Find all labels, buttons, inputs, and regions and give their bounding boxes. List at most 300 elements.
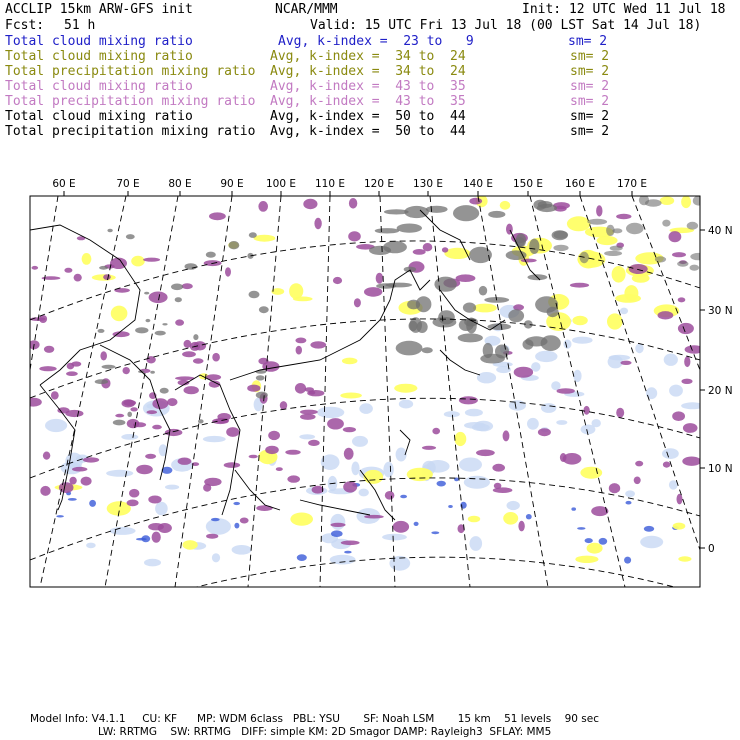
init-time: Init: 12 UTC Wed 11 Jul 18 [522,2,726,17]
shading-cell [25,398,42,407]
shading-cell [551,381,560,390]
shading-cell [500,201,511,210]
valid-time: Valid: 15 UTC Fri 13 Jul 18 (00 LST Sat 14 Jul 18) [310,18,702,33]
shading-cell [518,521,524,532]
shading-cell [171,284,183,291]
shading-cell [609,483,620,493]
shading-cell [184,340,192,348]
shading-cell [400,495,407,499]
shading-cell [438,310,455,324]
shading-cell [612,228,622,233]
shading-cell [437,481,446,487]
shading-cell [113,420,126,426]
shading-cell [476,450,495,457]
shading-cell [585,538,593,543]
shading-cell [620,308,628,315]
shading-cell [342,358,358,365]
lon-label: 130 E [412,178,444,190]
shading-cell [547,307,559,317]
shading-cell [459,396,478,404]
field-smoothing: sm= 2 [570,124,610,139]
shading-cell [66,371,78,376]
shading-cell [385,491,395,500]
shading-cell [658,311,674,319]
shading-cell [399,400,413,409]
shading-cell [152,425,162,430]
shading-cell [74,274,82,282]
shading-cell [344,448,354,460]
shading-cell [40,486,50,496]
shading-cell [183,540,198,550]
shading-cell [599,538,608,545]
shading-cell [414,522,419,526]
shading-cell [203,484,211,492]
shading-cell [669,385,683,397]
model-info-line2: LW: RRTMG SW: RRTMG DIFF: simple KM: 2D Smagor DAMP: Rayleigh3 SFLAY: MM5 [98,726,552,738]
shading-cell [349,198,357,209]
shading-cell [672,252,686,257]
shading-cell [130,407,137,411]
shading-cell [514,367,533,378]
shading-cell [295,383,306,394]
shading-cell [226,427,239,437]
shading-cell [626,501,632,505]
shading-cell [206,534,218,539]
shading-cell [690,265,700,271]
shading-cell [477,372,496,383]
shading-cell [126,234,135,239]
shading-cell [348,231,361,241]
shading-cell [422,446,436,450]
shading-cell [646,387,657,399]
shading-cell [383,462,393,478]
shading-cell [123,400,136,406]
shading-cell [295,338,306,344]
shading-cell [662,448,679,459]
shading-cell [314,218,321,229]
shading-cell [644,526,654,532]
shading-cell [681,379,692,384]
shading-cell [663,462,670,468]
shading-cell [233,502,240,505]
shading-cell [103,274,111,280]
shading-cell [560,453,567,462]
shading-cell [354,298,361,307]
shading-cell [469,198,482,205]
shading-cell [541,403,556,413]
field-k-index-range: Avg, k-index = 34 to 24 [270,64,466,79]
lon-label: 160 E [564,178,596,190]
shading-cell [149,292,168,304]
field-k-index-range: Avg, k-index = 43 to 35 [270,79,466,94]
field-smoothing: sm= 2 [570,49,610,64]
shading-cell [123,367,130,374]
shading-cell [678,556,691,561]
shading-cell [592,419,601,427]
shading-cell [299,434,315,439]
lon-label: 80 E [168,178,192,190]
shading-cell [503,430,510,441]
shading-cell [470,536,483,551]
lat-label: 30 N [708,305,733,317]
shading-cell [193,358,204,363]
shading-cell [206,252,216,258]
shading-cell [155,502,168,516]
shading-cell [472,424,490,431]
shading-cell [81,477,92,486]
shading-cell [71,361,81,366]
shading-cell [182,351,196,357]
shading-cell [572,337,593,344]
lat-label: 10 N [708,463,733,475]
field-k-index-range: Avg, k-index = 43 to 35 [270,94,466,109]
shading-cell [396,341,423,356]
shading-cell [254,235,276,242]
shading-cell [413,249,426,255]
field-name: Total cloud mixing ratio [5,109,193,124]
shading-cell [635,344,643,354]
shading-cell [225,267,231,276]
shading-cell [385,283,412,288]
shading-cell [465,409,483,417]
shading-cell [685,345,704,353]
shading-cell [693,196,704,206]
lon-label: 150 E [512,178,544,190]
shading-cell [256,392,268,399]
shading-cell [351,462,359,476]
shading-cell [300,410,318,415]
shading-cell [382,534,407,541]
shading-cell [407,468,433,481]
shading-cell [290,513,313,526]
shading-cell [175,319,184,325]
shading-cell [444,411,460,417]
shading-cell [247,385,260,392]
lat-label: 20 N [708,385,733,397]
shading-cell [165,485,179,490]
shading-cell [165,429,183,436]
shading-cell [212,353,220,362]
field-k-index-range: Avg, k-index = 50 to 44 [270,124,466,139]
shading-cell [82,253,92,265]
shading-cell [535,351,557,362]
shading-cell [308,440,320,446]
shading-cell [135,327,148,333]
shading-cell [309,391,316,395]
shading-cell [152,398,168,409]
shading-cell [615,294,641,303]
shading-cell [193,334,198,340]
shading-cell [640,536,663,548]
shading-cell [131,256,145,267]
shading-cell [341,541,360,546]
shading-cell [160,388,169,394]
shading-cell [682,457,701,466]
shading-cell [616,214,631,219]
shading-cell [673,523,686,530]
shading-cell [297,554,307,561]
shading-cell [143,258,160,262]
shading-cell [626,223,644,234]
shading-cell [464,476,490,489]
shading-cell [455,432,467,446]
shading-cell [182,283,193,289]
shading-cell [634,477,641,485]
shading-cell [541,335,561,351]
shading-cell [459,458,482,472]
shading-cell [683,423,698,433]
shading-cell [609,355,630,361]
shading-cell [507,501,520,510]
shading-cell [107,229,112,232]
shading-cell [456,274,476,282]
map-panel [0,170,740,590]
field-name: Total cloud mixing ratio [5,34,193,49]
shading-cell [629,264,648,274]
shading-cell [285,450,300,455]
shading-cell [523,339,534,349]
shading-cell [571,507,576,510]
shading-cell [610,246,623,251]
model-title: ACCLIP 15km ARW-GFS init [5,2,193,17]
forecast-label: Fcst: [5,18,45,33]
shading-cell [620,361,631,365]
field-name: Total cloud mixing ratio [5,49,193,64]
shading-cell [434,277,456,292]
shading-cell [678,323,694,334]
field-name: Total precipitation mixing ratio [5,64,256,79]
field-k-index-range: Avg, k-index = 50 to 44 [270,109,466,124]
shading-cell [529,239,539,254]
shading-cell [664,354,678,366]
shading-cell [407,300,420,310]
shading-cell [687,222,698,230]
field-name: Total cloud mixing ratio [5,79,193,94]
shading-cell [146,319,151,322]
shading-cell [232,545,252,555]
shading-cell [607,313,623,329]
shading-cell [432,428,440,435]
shading-cell [468,516,480,523]
field-smoothing: sm= 2 [570,94,610,109]
shading-cell [145,454,156,459]
shading-cell [175,297,182,302]
shading-cell [567,216,591,231]
shading-cell [211,518,220,521]
shading-cell [343,481,357,492]
lon-label: 120 E [363,178,395,190]
shading-cell [442,247,448,252]
shading-cell [690,253,706,260]
shading-cell [583,406,589,415]
shading-cell [352,436,368,447]
shading-cell [393,521,409,533]
shading-cell [249,455,258,459]
shading-cell [240,518,249,524]
shading-cell [68,498,77,501]
shading-cell [185,263,198,270]
shading-cell [300,414,316,420]
shading-cell [448,505,453,508]
shading-cell [51,391,59,399]
shading-cell [554,231,569,239]
shading-cell [340,393,362,399]
shading-cell [198,419,204,423]
shading-cell [249,232,257,238]
shading-cell [344,551,352,554]
shading-cell [317,407,344,418]
shading-cell [404,267,416,273]
shading-cell [669,231,682,242]
shading-cell [612,266,626,283]
shading-cell [212,553,220,562]
shading-cell [526,514,532,519]
shading-cell [127,500,139,507]
shading-cell [596,205,602,216]
shading-cell [557,388,575,394]
latitude-labels [708,225,733,555]
shading-cell [343,427,356,432]
shading-cell [276,467,283,471]
shading-cell [296,346,302,355]
shading-cell [100,351,107,360]
field-k-index-range: Avg, k-index = 23 to 9 [278,34,474,49]
shading-cell [258,201,268,212]
shading-cell [144,559,161,567]
shading-cell [224,462,240,468]
lon-label: 110 E [314,178,346,190]
lon-label: 100 E [265,178,297,190]
shading-cell [604,251,622,256]
shading-cell [573,370,581,382]
shading-cell [577,527,585,530]
shading-cell [229,241,240,249]
shading-cell [57,407,69,413]
shading-cell [359,489,369,497]
shading-cell [99,266,108,270]
shading-cell [672,411,685,421]
shading-cell [587,219,607,225]
shading-cell [148,523,164,530]
lat-label: 0 [708,543,715,555]
shading-cell [83,457,99,462]
shading-cell [331,514,346,530]
shading-cell [256,505,272,511]
shading-cell [503,512,518,525]
lon-label: 60 E [52,178,76,190]
shading-cell [110,527,136,535]
shading-cell [141,535,150,542]
field-smoothing: sm= 2 [568,34,608,49]
shading-cell [167,398,177,406]
field-k-index-range: Avg, k-index = 34 to 24 [270,49,466,64]
shading-cell [494,483,502,489]
shading-cell [136,465,153,474]
shading-cell [256,375,265,380]
shading-cell [431,531,439,534]
shading-cell [480,354,505,364]
shading-cell [527,418,539,430]
lat-label: 40 N [708,225,733,237]
lon-label: 70 E [116,178,140,190]
shading-cell [148,496,161,504]
shading-cell [43,452,50,460]
shading-cell [121,434,138,440]
organization-label: NCAR/MMM [275,2,338,17]
shading-cell [625,490,635,497]
shading-cell [660,196,674,205]
shading-cell [422,347,433,353]
shading-cell [677,494,683,505]
shading-cell [209,212,226,220]
shading-cell [537,204,557,212]
shading-cell [556,420,567,425]
shading-cell [86,543,96,549]
shading-cell [521,259,537,263]
shading-cell [364,287,382,297]
shading-cell [616,408,624,418]
shading-cell [553,245,568,251]
shading-cell [538,428,551,436]
shading-cell [147,410,158,414]
shading-cell [469,247,492,263]
shading-cell [39,366,56,371]
shading-cell [364,515,384,519]
shading-cell [327,418,344,429]
shading-cell [488,211,505,218]
shading-cell [587,543,603,554]
shading-cell [129,489,139,498]
shading-cell [383,241,407,253]
longitude-labels [52,178,647,190]
lon-label: 140 E [462,178,494,190]
field-name: Total precipitation mixing ratio [5,94,256,109]
lon-label: 170 E [616,178,648,190]
shading-cell [106,470,133,477]
shading-cell [111,306,128,322]
shading-cell [265,446,279,454]
shading-cell [203,436,226,442]
field-name: Total precipitation mixing ratio [5,124,256,139]
shading-cell [64,268,72,273]
shading-cell [115,414,124,418]
shading-cell [409,317,422,333]
shading-cell [473,304,497,313]
field-smoothing: sm= 2 [570,64,610,79]
shading-cell [397,224,422,233]
shading-cell [150,371,155,374]
shading-cell [155,331,166,336]
shading-cell [287,475,300,482]
shading-cell [184,386,199,394]
shading-cell [458,333,483,342]
shading-cell [194,341,206,350]
shading-cell [259,306,269,313]
shading-cell [655,256,666,262]
shading-cell [333,277,342,284]
shading-cell [580,467,602,479]
shading-cell [572,316,587,325]
shading-cell [178,458,192,465]
shading-cell [330,523,345,527]
shading-cell [102,365,116,369]
shading-cell [394,384,417,393]
shading-cell [303,199,317,209]
shading-cell [293,297,313,302]
shading-cell [624,557,631,564]
shading-cell [597,236,618,245]
shading-cell [453,205,479,221]
